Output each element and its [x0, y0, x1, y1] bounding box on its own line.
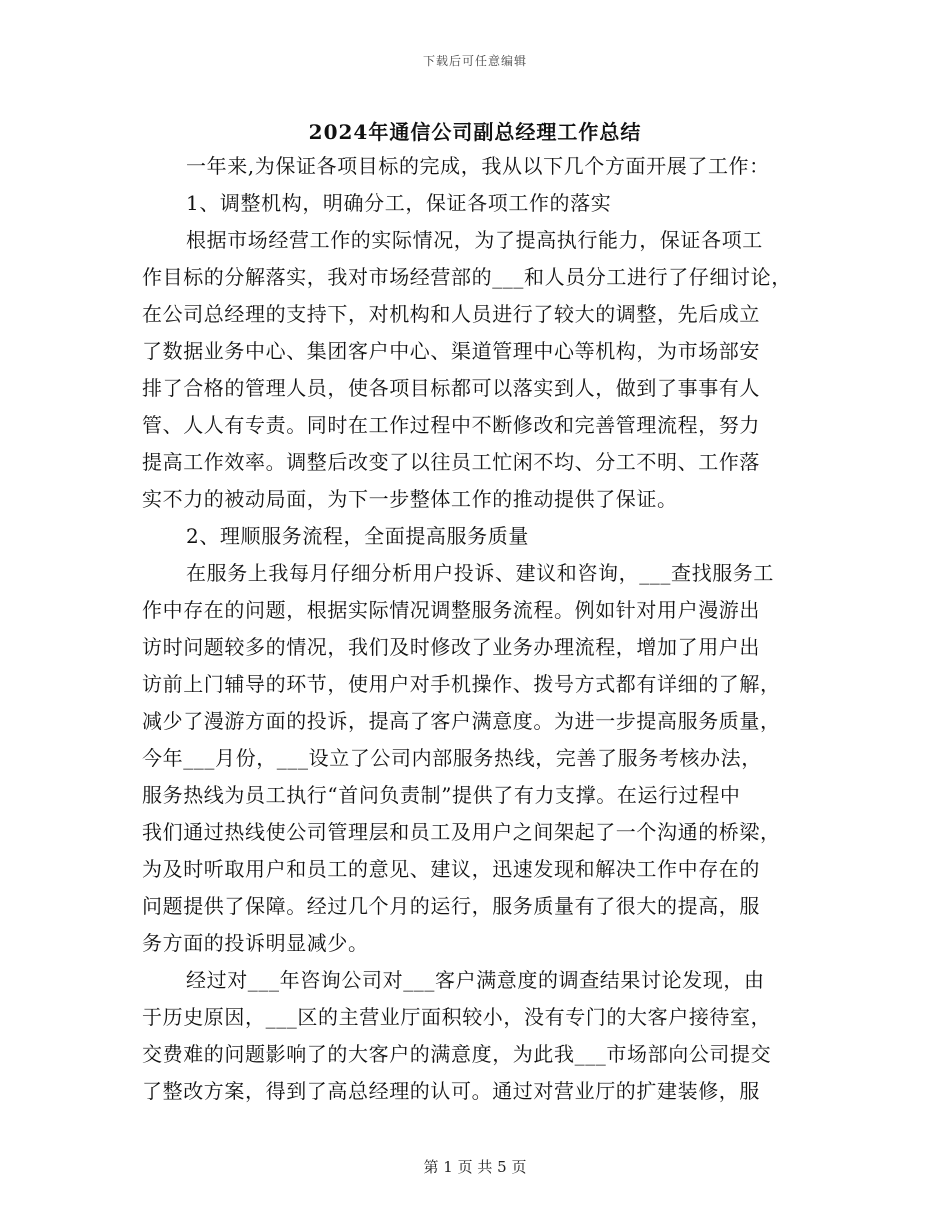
paragraph-line: 访时问题较多的情况，我们及时修改了业务办理流程，增加了用户出: [142, 635, 760, 659]
paragraph-line: 今年___月份，___设立了公司内部服务热线，完善了服务考核办法，: [142, 746, 762, 770]
paragraph-line: 作目标的分解落实，我对市场经营部的___和人员分工进行了仔细讨论，: [142, 265, 792, 289]
document-body: [142, 148, 814, 1110]
paragraph-line: 减少了漫游方面的投诉，提高了客户满意度。为进一步提高服务质量，: [142, 709, 781, 733]
paragraph-line: 一年来,为保证各项目标的完成，我从以下几个方面开展了工作：: [186, 154, 770, 178]
paragraph-line: 经过对___年咨询公司对___客户满意度的调查结果讨论发现，由: [186, 968, 765, 992]
paragraph-line: 提高工作效率。调整后改变了以往员工忙闲不均、分工不明、工作落: [142, 450, 760, 474]
paragraph-line: 我们通过热线使公司管理层和员工及用户之间架起了一个沟通的桥梁，: [142, 820, 781, 844]
paragraph-line: 在服务上我每月仔细分析用户投诉、建议和咨询，___查找服务工: [186, 561, 774, 585]
paragraph-line: 了整改方案，得到了高总经理的认可。通过对营业厅的扩建装修，服: [142, 1079, 760, 1103]
paragraph-line: 于历史原因，___区的主营业厅面积较小，没有专门的大客户接待室，: [142, 1005, 772, 1029]
paragraph-line: 问题提供了保障。经过几个月的运行，服务质量有了很大的提高，服: [142, 894, 760, 918]
paragraph-line: 根据市场经营工作的实际情况，为了提高执行能力，保证各项工: [186, 228, 763, 252]
paragraph-line: 访前上门辅导的环节，使用户对手机操作、拨号方式都有详细的了解，: [142, 672, 781, 696]
paragraph-line: 务方面的投诉明显减少。: [142, 931, 369, 955]
paragraph-line: 排了合格的管理人员，使各项目标都可以落实到人，做到了事事有人: [142, 376, 760, 400]
page-number: 第 1 页 共 5 页: [423, 1158, 527, 1176]
paragraph-line: 为及时听取用户和员工的意见、建议，迅速发现和解决工作中存在的: [142, 857, 760, 881]
paragraph-line: 交费难的问题影响了的大客户的满意度，为此我___市场部向公司提交: [142, 1042, 772, 1066]
paragraph-line: 了数据业务中心、集团客户中心、渠道管理中心等机构，为市场部安: [142, 339, 760, 363]
page-header-note: 下载后可任意编辑: [422, 54, 527, 68]
paragraph-line: 作中存在的问题，根据实际情况调整服务流程。例如针对用户漫游出: [142, 598, 760, 622]
section-heading-1: 1、调整机构，明确分工，保证各项工作的落实: [186, 191, 612, 215]
paragraph-line: 实不力的被动局面，为下一步整体工作的推动提供了保证。: [142, 487, 678, 511]
section-heading-2: 2、理顺服务流程，全面提高服务质量: [186, 524, 529, 548]
document-title: 2024年通信公司副总经理工作总结: [308, 120, 642, 144]
paragraph-line: 服务热线为员工执行“首问负责制”提供了有力支撑。在运行过程中: [142, 783, 741, 807]
paragraph-line: 在公司总经理的支持下，对机构和人员进行了较大的调整，先后成立: [142, 302, 760, 326]
paragraph-line: 管、人人有专责。同时在工作过程中不断修改和完善管理流程，努力: [142, 413, 760, 437]
